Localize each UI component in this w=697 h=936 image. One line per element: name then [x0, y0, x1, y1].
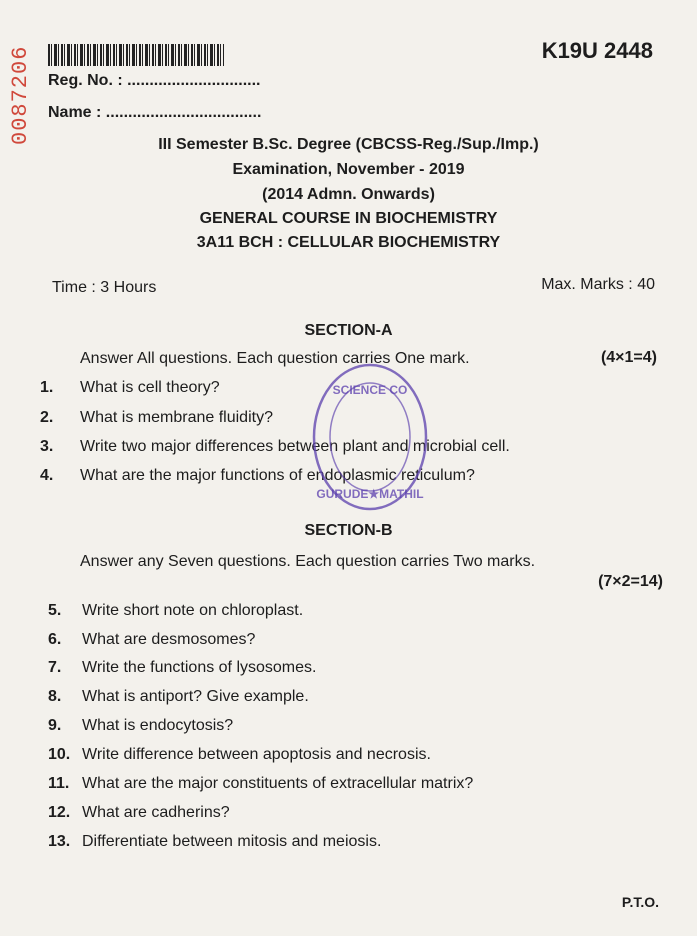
college-stamp — [310, 360, 430, 515]
question-text: Write difference between apoptosis and necrosis. — [82, 746, 431, 763]
question-number: 4. — [40, 467, 54, 484]
name-field: Name : ................................... — [48, 104, 262, 121]
course-name: GENERAL COURSE IN BIOCHEMISTRY — [199, 210, 498, 227]
paper-name: 3A11 BCH : CELLULAR BIOCHEMISTRY — [196, 234, 501, 251]
time-label: Time : 3 Hours — [52, 279, 157, 296]
section-b-allocation: (7×2=14) — [598, 573, 663, 590]
question-text: What are cadherins? — [82, 804, 230, 821]
section-a-title: SECTION-A — [304, 322, 393, 339]
question-text: What are the major constituents of extracellular matrix? — [82, 775, 474, 792]
section-b-instruction: Answer any Seven questions. Each question carries Two marks. — [80, 553, 536, 570]
exam-title: III Semester B.Sc. Degree (CBCSS-Reg./Sup./Imp.) — [158, 136, 539, 153]
section-a-allocation: (4×1=4) — [600, 349, 657, 366]
pto-label: P.T.O. — [621, 894, 659, 910]
question-number: 12. — [48, 804, 71, 821]
question-number: 5. — [48, 602, 62, 619]
question-text: What is cell theory? — [80, 379, 220, 396]
question-number: 7. — [48, 659, 62, 676]
question-number: 1. — [40, 379, 54, 396]
barcode — [48, 44, 224, 66]
svg-text:SCIENCE CO: SCIENCE CO — [332, 383, 408, 397]
question-text: What are the major functions of endoplasmic reticulum? — [80, 467, 475, 484]
question-number: 3. — [40, 438, 54, 455]
question-number: 8. — [48, 688, 62, 705]
max-marks-label: Max. Marks : 40 — [541, 276, 655, 293]
question-number: 2. — [40, 409, 54, 426]
question-text: What is antiport? Give example. — [82, 688, 309, 705]
question-text: What is endocytosis? — [82, 717, 234, 734]
question-number: 6. — [48, 631, 62, 648]
question-number: 9. — [48, 717, 62, 734]
section-b-title: SECTION-B — [304, 522, 393, 539]
serial-number: 0087206 — [8, 45, 33, 145]
question-text: What is membrane fluidity? — [80, 409, 273, 426]
question-text: What are desmosomes? — [82, 631, 256, 648]
admission-year: (2014 Admn. Onwards) — [262, 186, 435, 203]
question-text: Differentiate between mitosis and meiosis. — [82, 833, 382, 850]
section-a-instruction: Answer All questions. Each question carries One mark. — [80, 350, 470, 367]
paper-code: K19U 2448 — [541, 38, 653, 63]
question-number: 11. — [48, 775, 70, 792]
reg-no-field: Reg. No. : .............................. — [48, 72, 261, 89]
question-text: Write the functions of lysosomes. — [82, 659, 317, 676]
question-text: Write short note on chloroplast. — [82, 602, 304, 619]
question-number: 10. — [48, 746, 71, 763]
exam-session: Examination, November - 2019 — [232, 161, 465, 178]
svg-text:GURUDE★MATHIL: GURUDE★MATHIL — [316, 487, 424, 501]
question-text: Write two major differences between plant and microbial cell. — [80, 438, 510, 455]
question-number: 13. — [48, 833, 71, 850]
